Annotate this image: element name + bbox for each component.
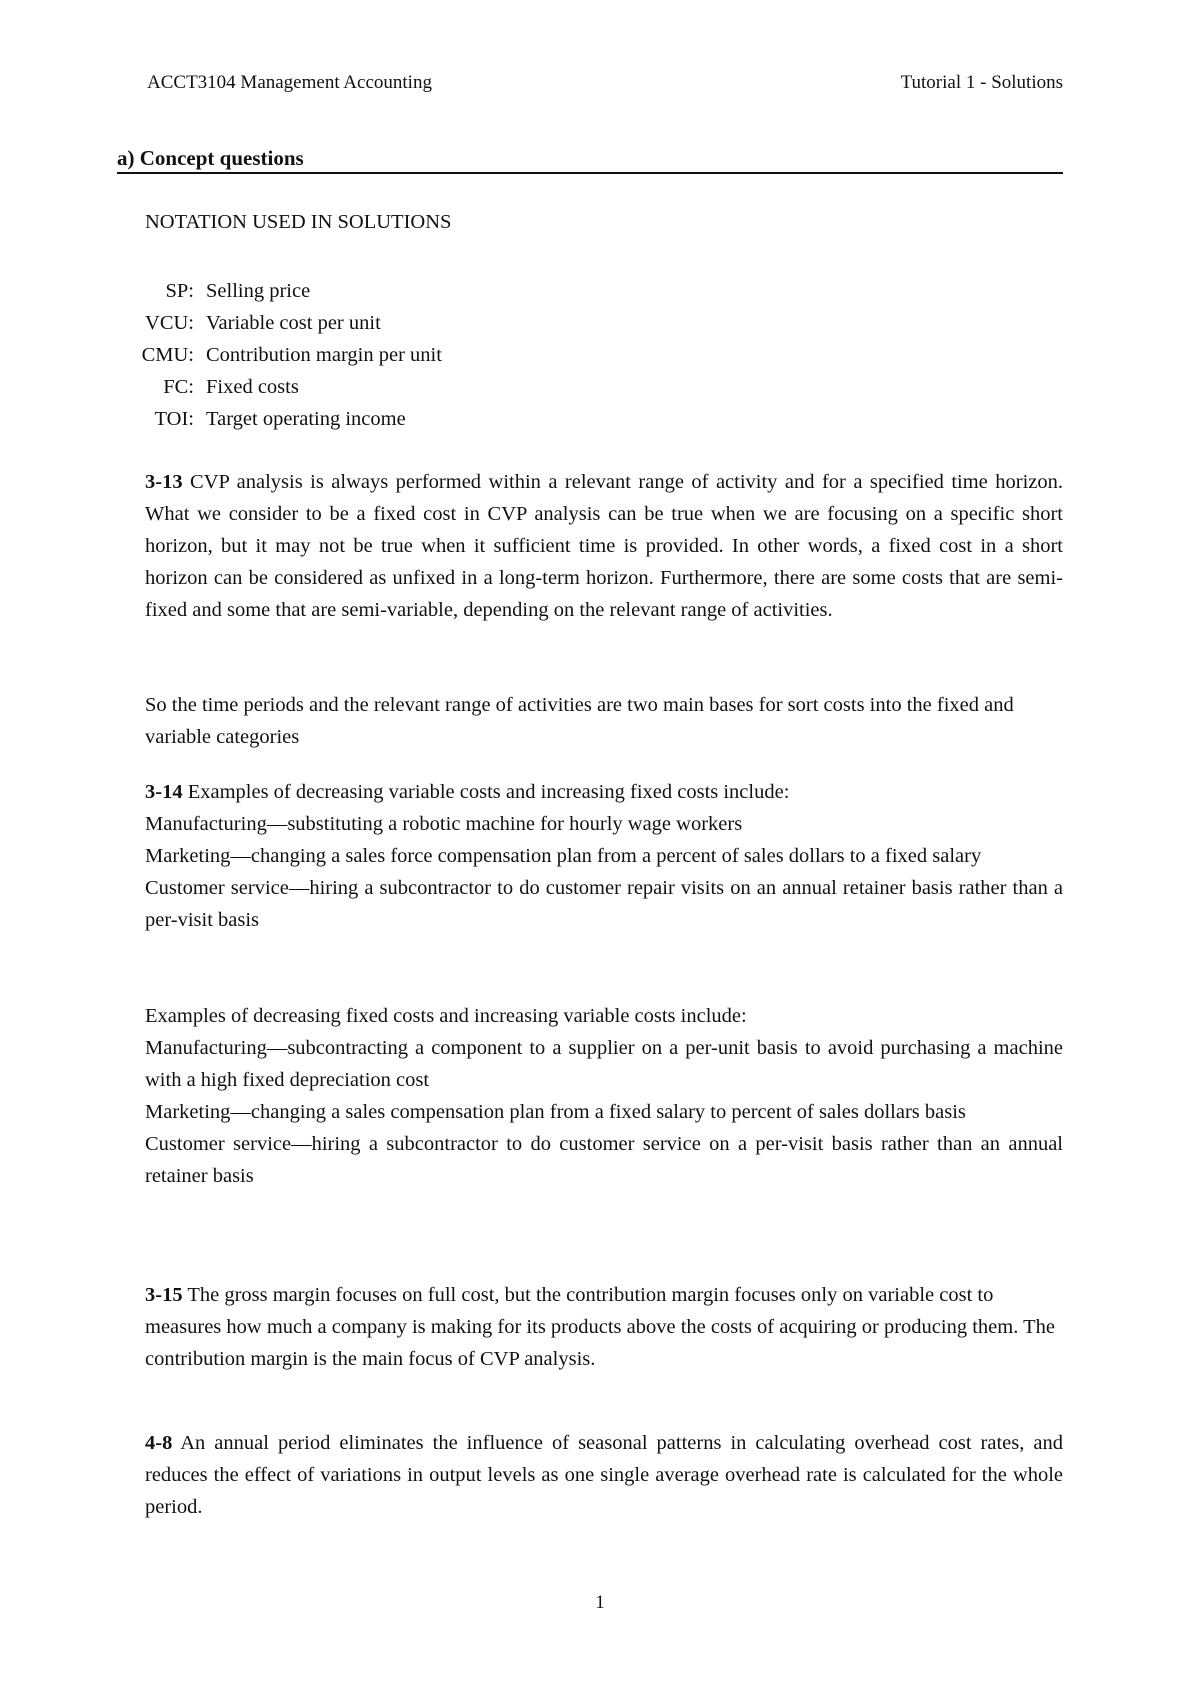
page-number: 1 <box>595 1592 605 1613</box>
answer-text: The gross margin focuses on full cost, but the contribution margin focuses only on variable cost to measures how much a company is making for its products above the costs of acquiring or producing them. The contribution margin is the main focus of CVP analysis. <box>145 1284 1055 1370</box>
answer-3-13 <box>145 466 1063 626</box>
answer-4-8 <box>145 1427 1063 1523</box>
section-heading: a) Concept questions <box>117 146 1063 174</box>
notation-desc: Target operating income <box>206 408 406 430</box>
example-item: Customer service—hiring a subcontractor to do customer service on a per-visit basis rather than an annual retainer basis <box>145 1133 1063 1187</box>
notation-abbr: CMU: <box>141 344 194 366</box>
answer-3-14-part2 <box>145 1000 1063 1192</box>
answer-intro <box>145 776 1063 808</box>
example-item: Manufacturing—subcontracting a component to a supplier on a per-unit basis to avoid purchasing a machine with a high fixed depreciation cost <box>145 1037 1063 1091</box>
notation-desc: Variable cost per unit <box>206 312 381 334</box>
notation-abbr: TOI: <box>154 408 194 430</box>
answer-3-14 <box>145 776 1063 936</box>
notation-item <box>140 339 442 371</box>
notation-list <box>140 275 442 435</box>
header-course-title: ACCT3104 Management Accounting <box>147 72 432 93</box>
question-number: 3-15 <box>145 1284 183 1306</box>
answer-3-15 <box>145 1279 1063 1375</box>
notation-item <box>140 371 442 403</box>
answer-3-13-followup: So the time periods and the relevant range of activities are two main bases for sort costs into the fixed and variable categories <box>145 694 1014 748</box>
intro-text: Examples of decreasing variable costs and increasing fixed costs include: <box>182 781 790 803</box>
notation-item <box>140 275 442 307</box>
notation-abbr: FC: <box>163 376 194 398</box>
notation-abbr: SP: <box>165 280 194 302</box>
example-item: Manufacturing—substituting a robotic machine for hourly wage workers <box>145 813 743 835</box>
answer-text: CVP analysis is always performed within a relevant range of activity and for a specified time horizon. What we consider to be a fixed cost in CVP analysis can be true when we are focusing on a specific short horizon, but it may not be true when it sufficient time is provided. In other words, a fixed cost in a short horizon can be considered as unfixed in a long-term horizon. Furthermore, there are some costs that are semi-fixed and some that are semi-variable, depending on the relevant range of activities. <box>145 471 1063 621</box>
notation-title: NOTATION USED IN SOLUTIONS <box>145 211 452 233</box>
header-tutorial-title: Tutorial 1 - Solutions <box>900 72 1063 93</box>
notation-desc: Selling price <box>206 280 311 302</box>
answer-intro: Examples of decreasing fixed costs and increasing variable costs include: <box>145 1005 747 1027</box>
example-item: Marketing—changing a sales force compensation plan from a percent of sales dollars to a fixed salary <box>145 845 982 867</box>
answer-text: An annual period eliminates the influence of seasonal patterns in calculating overhead cost rates, and reduces the effect of variations in output levels as one single average overhead rate is calculated for the whole period. <box>145 1432 1063 1518</box>
notation-desc: Fixed costs <box>206 376 299 398</box>
example-item: Customer service—hiring a subcontractor to do customer repair visits on an annual retainer basis rather than a per-visit basis <box>145 877 1063 931</box>
notation-abbr: VCU: <box>145 312 194 334</box>
notation-desc: Contribution margin per unit <box>206 344 442 366</box>
question-number: 4-8 <box>145 1432 173 1454</box>
notation-item <box>140 307 442 339</box>
notation-item <box>140 403 442 435</box>
example-item: Marketing—changing a sales compensation plan from a fixed salary to percent of sales dollars basis <box>145 1101 966 1123</box>
page-header <box>147 72 1063 94</box>
question-number: 3-14 <box>145 781 183 803</box>
question-number: 3-13 <box>145 471 183 493</box>
